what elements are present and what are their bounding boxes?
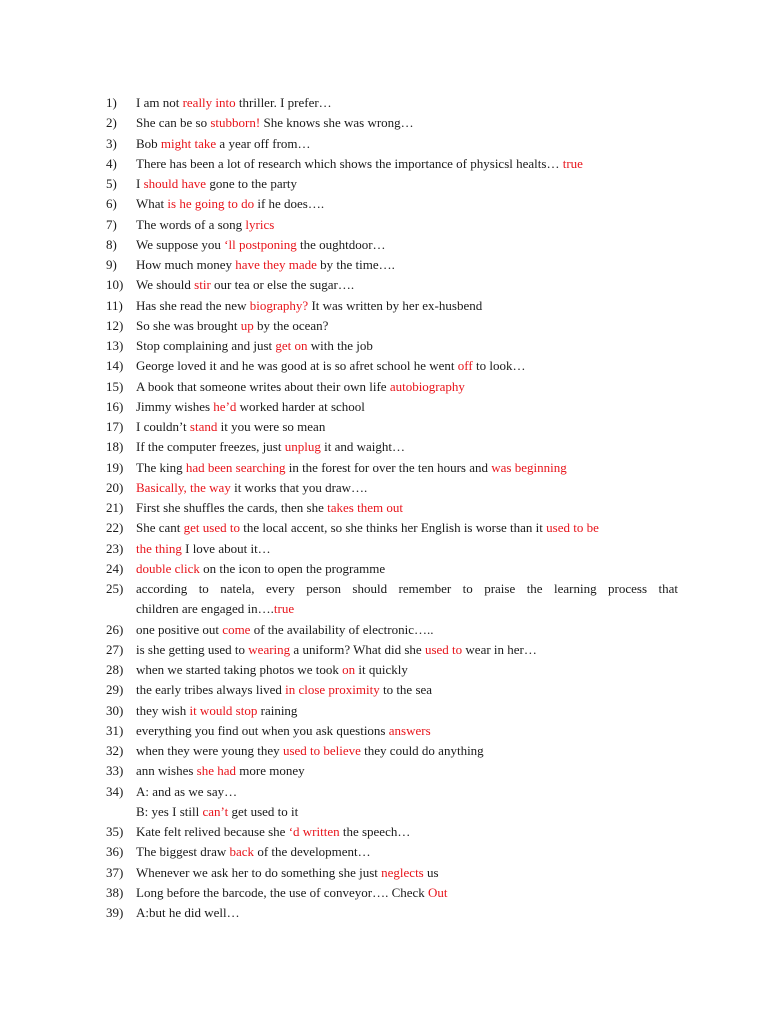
item-line (136, 397, 678, 417)
item-text (136, 215, 678, 235)
list-item (106, 741, 678, 761)
prompt-text: George loved it and he was good at is so afret school he went (136, 358, 458, 374)
answer-text: Out (428, 884, 448, 900)
item-number: 18) (106, 439, 124, 455)
prompt-text: of the development… (254, 844, 371, 860)
item-number: 26) (106, 621, 124, 637)
answer-text: the thing (136, 540, 182, 556)
item-text (136, 255, 678, 275)
prompt-text: So she was brought (136, 317, 241, 333)
item-text (136, 680, 678, 700)
prompt-text: with the job (307, 338, 373, 353)
item-line (136, 579, 678, 599)
list-item (106, 437, 678, 457)
answer-text: double click (136, 560, 200, 576)
prompt-text: Jimmy wishes (136, 398, 214, 414)
list-item (106, 822, 678, 842)
prompt-text: it works that you draw…. (230, 479, 368, 495)
item-text (136, 154, 678, 174)
item-line (136, 701, 678, 721)
answer-text: might take (160, 135, 217, 151)
item-text (136, 518, 678, 538)
item-text (136, 539, 678, 559)
answer-text: wearing (248, 641, 291, 657)
prompt-text: is she getting used to (136, 641, 249, 657)
prompt-text: if he does…. (254, 196, 325, 212)
item-text (136, 863, 678, 883)
list-item (106, 863, 678, 883)
list-item (106, 660, 678, 680)
item-text (136, 721, 678, 741)
answer-text: really into (182, 95, 236, 110)
item-text (136, 296, 678, 316)
item-number: 39) (106, 905, 124, 920)
answer-list (106, 93, 678, 923)
prompt-text: everything you find out when you ask questions (136, 722, 389, 738)
prompt-text: in the forest for over the ten hours and (285, 459, 492, 475)
answer-text: ‘ll postponing (224, 236, 297, 252)
list-item (106, 113, 678, 133)
list-item (106, 620, 678, 640)
item-text (136, 761, 678, 781)
prompt-text: a uniform? What did she (290, 641, 425, 657)
prompt-text: children are engaged in…. (136, 601, 274, 617)
prompt-text: they could do anything (360, 743, 484, 758)
item-line (136, 316, 678, 336)
item-number: 7) (106, 216, 117, 232)
list-item (106, 559, 678, 579)
item-text (136, 134, 678, 154)
answer-text: autobiography (389, 378, 465, 394)
prompt-text: Whenever we ask her to do something she just (136, 864, 382, 880)
item-number: 21) (106, 500, 124, 515)
item-number: 30) (106, 702, 124, 718)
list-item (106, 782, 678, 823)
prompt-text: the local accent, so she thinks her English is worse than it (239, 520, 547, 536)
list-item (106, 539, 678, 559)
item-number: 5) (106, 176, 117, 191)
item-line (136, 518, 678, 538)
item-number: 23) (106, 540, 124, 556)
item-text (136, 883, 678, 903)
prompt-text: First she shuffles the cards, then she (136, 500, 328, 515)
prompt-text: I am not (136, 95, 183, 110)
item-text (136, 377, 678, 397)
prompt-text: Long before the barcode, the use of conveyor…. Check (136, 884, 429, 900)
item-number: 8) (106, 236, 117, 252)
item-line (136, 559, 678, 579)
item-number: 17) (106, 419, 124, 434)
answer-text: had been searching (185, 459, 286, 475)
answer-text: is he going to do (167, 196, 255, 212)
item-number: 1) (106, 95, 117, 110)
prompt-text: gone to the party (206, 176, 298, 191)
list-item (106, 154, 678, 174)
prompt-text: when they were young they (136, 743, 283, 758)
item-text (136, 741, 678, 761)
item-number: 27) (106, 641, 124, 657)
answer-text: used to believe (282, 743, 361, 758)
item-line (136, 660, 678, 680)
item-number: 19) (106, 459, 124, 475)
item-number: 20) (106, 479, 124, 495)
list-item (106, 640, 678, 660)
item-line (136, 620, 678, 640)
item-line (136, 437, 678, 457)
item-number: 3) (106, 135, 117, 151)
item-number: 16) (106, 398, 124, 414)
prompt-text: She can be so (136, 115, 211, 131)
prompt-text: I couldn’t (136, 419, 190, 434)
item-number: 37) (106, 864, 124, 880)
prompt-text: I (136, 176, 144, 191)
list-item (106, 275, 678, 295)
answer-text: neglects (381, 864, 424, 880)
answer-text: up (240, 317, 254, 333)
answer-text: it would stop (189, 702, 258, 718)
item-text (136, 417, 678, 437)
list-item (106, 235, 678, 255)
prompt-text: wear in her… (462, 641, 537, 657)
item-text (136, 437, 678, 457)
item-line (136, 782, 678, 802)
prompt-text: The king (136, 459, 186, 475)
prompt-text: our tea or else the sugar…. (210, 277, 355, 293)
item-text (136, 660, 678, 680)
prompt-text: when we started taking photos we took (136, 662, 343, 677)
item-line (136, 134, 678, 154)
item-number: 29) (106, 682, 124, 698)
item-text (136, 478, 678, 498)
item-line (136, 458, 678, 478)
list-item (106, 397, 678, 417)
item-line (136, 761, 678, 781)
prompt-text: The biggest draw (136, 844, 230, 860)
item-line (136, 255, 678, 275)
item-line (136, 863, 678, 883)
list-item (106, 579, 678, 620)
answer-text: have they made (235, 257, 317, 272)
prompt-text: How much money (136, 257, 236, 272)
list-item (106, 842, 678, 862)
list-item (106, 478, 678, 498)
list-item (106, 883, 678, 903)
prompt-text: the oughtdoor… (296, 236, 386, 252)
answer-text: true (273, 601, 295, 617)
item-line (136, 174, 678, 194)
prompt-text: by the ocean? (253, 317, 329, 333)
item-number: 28) (106, 662, 124, 677)
item-number: 12) (106, 317, 124, 333)
list-item (106, 215, 678, 235)
answer-text: takes them out (327, 500, 403, 515)
item-number: 32) (106, 743, 124, 758)
prompt-text: B: yes I still (136, 803, 203, 819)
item-number: 15) (106, 378, 124, 394)
item-line (136, 417, 678, 437)
answer-text: off (457, 358, 473, 374)
answer-text: he’d (213, 398, 240, 414)
item-text (136, 458, 678, 478)
prompt-text: they wish (136, 702, 190, 718)
prompt-text: it and waight… (320, 439, 405, 455)
item-text (136, 620, 678, 640)
item-number: 31) (106, 722, 124, 738)
item-text (136, 235, 678, 255)
answer-text: stubborn! (210, 115, 261, 131)
prompt-text: raining (257, 702, 298, 718)
item-text (136, 579, 678, 620)
item-text (136, 559, 678, 579)
answer-text: used to (424, 641, 463, 657)
prompt-text: by the time…. (316, 257, 395, 272)
answer-text: ‘d written (288, 824, 340, 839)
answer-text: stand (189, 419, 218, 434)
item-text (136, 336, 678, 356)
answer-text: get on (275, 338, 308, 353)
item-text (136, 356, 678, 376)
prompt-text: There has been a lot of research which shows the importance of physicsl healts… (136, 155, 563, 171)
item-number: 33) (106, 763, 124, 779)
prompt-text: ann wishes (136, 763, 197, 779)
item-text (136, 397, 678, 417)
prompt-text: It was written by her ex-husbend (308, 297, 483, 313)
prompt-text: to the sea (379, 682, 433, 698)
answer-text: stir (194, 277, 211, 293)
list-item (106, 336, 678, 356)
list-item (106, 417, 678, 437)
item-number: 13) (106, 338, 124, 353)
item-line (136, 721, 678, 741)
answer-text: was beginning (491, 459, 567, 475)
item-line (136, 478, 678, 498)
item-line (136, 336, 678, 356)
item-line (136, 802, 678, 822)
item-number: 10) (106, 277, 124, 293)
answer-text: true (562, 155, 583, 171)
prompt-text: us (423, 864, 439, 880)
item-line (136, 680, 678, 700)
answer-text: come (222, 621, 251, 637)
prompt-text: thriller. I prefer… (235, 95, 332, 110)
prompt-text: If the computer freezes, just (136, 439, 285, 455)
item-line (136, 113, 678, 133)
prompt-text: get used to it (228, 803, 299, 819)
answer-text: answers (388, 722, 431, 738)
item-line (136, 296, 678, 316)
item-line (136, 883, 678, 903)
prompt-text: of the availability of electronic….. (250, 621, 434, 637)
item-number: 25) (106, 581, 124, 596)
list-item (106, 761, 678, 781)
prompt-text: We should (136, 277, 195, 293)
prompt-text: Bob (136, 135, 161, 151)
list-item (106, 498, 678, 518)
prompt-text: a year off from… (216, 135, 311, 151)
item-text (136, 822, 678, 842)
list-item (106, 903, 678, 923)
item-number: 38) (106, 884, 124, 900)
answer-text: in close proximity (285, 682, 380, 698)
item-line (136, 275, 678, 295)
answer-text: should have (143, 176, 207, 191)
item-text (136, 316, 678, 336)
item-number: 4) (106, 155, 117, 171)
answer-text: biography? (249, 297, 309, 313)
prompt-text: Kate felt relived because she (136, 824, 289, 839)
item-line (136, 377, 678, 397)
item-number: 36) (106, 844, 124, 860)
prompt-text: She cant (136, 520, 184, 536)
list-item (106, 721, 678, 741)
item-text (136, 782, 678, 823)
item-text (136, 903, 678, 923)
prompt-text: We suppose you (136, 236, 225, 252)
answer-text: can’t (202, 803, 229, 819)
prompt-text: it you were so mean (217, 419, 326, 434)
item-number: 6) (106, 196, 117, 212)
prompt-text: it quickly (355, 662, 408, 677)
item-text (136, 640, 678, 660)
prompt-text: A: and as we say… (136, 783, 238, 799)
list-item (106, 458, 678, 478)
list-item (106, 255, 678, 275)
item-text (136, 498, 678, 518)
item-number: 24) (106, 560, 124, 576)
answer-text: on (342, 662, 356, 677)
item-text (136, 194, 678, 214)
prompt-text: Has she read the new (136, 297, 250, 313)
item-text (136, 174, 678, 194)
item-line (136, 599, 678, 619)
prompt-text: more money (236, 763, 305, 779)
prompt-text: Stop complaining and just (136, 338, 276, 353)
list-item (106, 356, 678, 376)
prompt-text: I love about it… (181, 540, 271, 556)
list-item (106, 174, 678, 194)
item-line (136, 356, 678, 376)
item-text (136, 275, 678, 295)
list-item (106, 377, 678, 397)
item-line (136, 539, 678, 559)
item-line (136, 154, 678, 174)
item-line (136, 822, 678, 842)
item-number: 14) (106, 358, 124, 374)
item-line (136, 640, 678, 660)
item-line (136, 498, 678, 518)
prompt-text: to look… (472, 358, 526, 374)
answer-text: used to be (546, 520, 599, 536)
answer-text: Basically, the way (136, 479, 231, 495)
answer-text: back (229, 844, 255, 860)
list-item (106, 134, 678, 154)
item-number: 35) (106, 824, 124, 839)
item-number: 9) (106, 257, 117, 272)
item-line (136, 194, 678, 214)
list-item (106, 680, 678, 700)
item-number: 22) (106, 520, 124, 536)
answer-text: get used to (183, 520, 240, 536)
item-line (136, 903, 678, 923)
item-line (136, 93, 678, 113)
prompt-text: A book that someone writes about their own life (136, 378, 390, 394)
prompt-text: She knows she was wrong… (260, 115, 414, 131)
list-item (106, 701, 678, 721)
list-item (106, 93, 678, 113)
list-item (106, 194, 678, 214)
item-text (136, 93, 678, 113)
item-number: 2) (106, 115, 117, 131)
prompt-text: according to natela, every person should remember to praise the learning process that (136, 581, 678, 596)
prompt-text: on the icon to open the programme (199, 560, 386, 576)
item-text (136, 842, 678, 862)
answer-text: lyrics (245, 216, 275, 232)
item-line (136, 842, 678, 862)
prompt-text: the speech… (339, 824, 411, 839)
answer-text: she had (196, 763, 237, 779)
list-item (106, 296, 678, 316)
prompt-text: the early tribes always lived (136, 682, 286, 698)
item-number: 34) (106, 783, 124, 799)
item-number: 11) (106, 297, 123, 313)
item-text (136, 701, 678, 721)
answer-text: unplug (284, 439, 321, 455)
prompt-text: A:but he did well… (136, 905, 240, 920)
prompt-text: The words of a song (136, 216, 246, 232)
prompt-text: worked harder at school (239, 398, 365, 414)
item-line (136, 235, 678, 255)
item-text (136, 113, 678, 133)
prompt-text: What (136, 196, 168, 212)
list-item (106, 316, 678, 336)
item-line (136, 215, 678, 235)
list-item (106, 518, 678, 538)
prompt-text: one positive out (136, 621, 223, 637)
item-line (136, 741, 678, 761)
